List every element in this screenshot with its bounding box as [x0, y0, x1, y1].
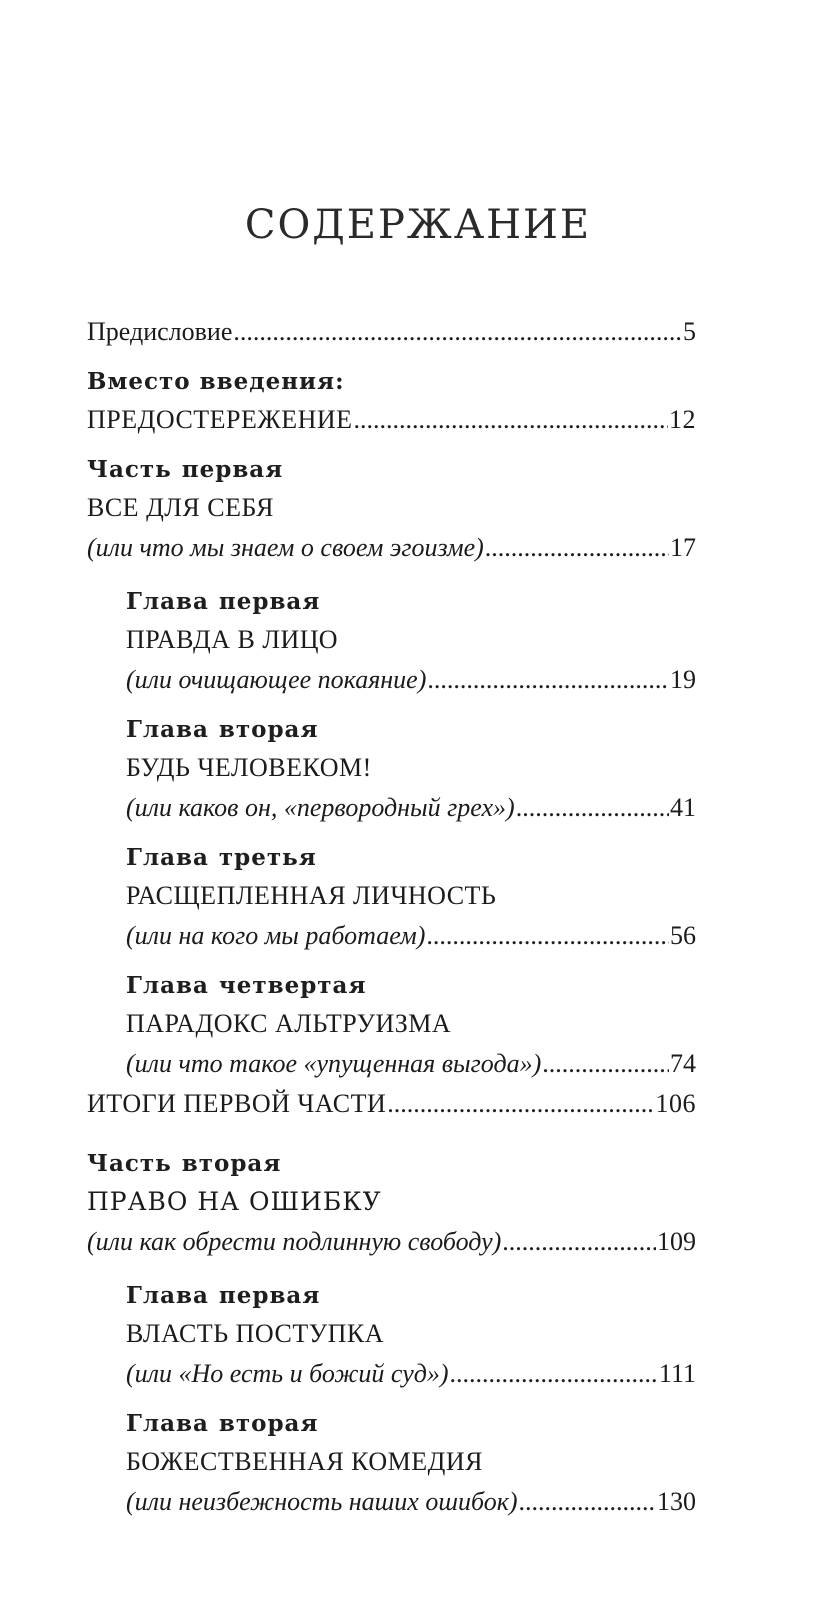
chapter-heading-ordinal: вторая — [218, 716, 319, 743]
toc-entry-summary[interactable] — [87, 1084, 696, 1124]
toc-entry-part1[interactable] — [87, 528, 696, 568]
chapter-title: ВЛАСТЬ ПОСТУПКА — [126, 1319, 385, 1348]
page-number: 17 — [670, 533, 696, 562]
chapter-heading-ordinal: третья — [218, 844, 317, 871]
toc-entry-label: ИТОГИ ПЕРВОЙ ЧАСТИ — [87, 1089, 387, 1118]
part-title: ВСЕ ДЛЯ СЕБЯ — [87, 493, 274, 522]
chapter-heading — [126, 584, 696, 620]
chapter-block — [87, 1406, 696, 1522]
toc-entry-label: ПРЕДОСТЕРЕЖЕНИЕ — [87, 405, 353, 434]
toc-entry-chapter[interactable] — [126, 1482, 696, 1522]
part-heading-word: Часть — [87, 1150, 172, 1177]
chapter-heading — [126, 840, 696, 876]
page-number: 130 — [657, 1487, 696, 1516]
chapter-heading-word: Глава — [126, 972, 209, 999]
dot-leader — [426, 916, 669, 956]
chapter-title: ПРАВДА В ЛИЦО — [126, 625, 339, 654]
chapter-heading-ordinal: вторая — [218, 1410, 319, 1437]
toc-entry-chapter[interactable] — [126, 788, 696, 828]
chapter-heading-ordinal: первая — [218, 1282, 321, 1309]
toc-entry-subtitle: (или каков он, «первородный грех») — [126, 793, 515, 822]
part-heading-ordinal: первая — [181, 456, 284, 483]
chapter-heading — [126, 968, 696, 1004]
toc-entry-subtitle: (или неизбежность наших ошибок) — [126, 1487, 518, 1516]
part-heading-ordinal: вторая — [181, 1150, 282, 1177]
dot-leader — [519, 1482, 656, 1522]
page-number: 41 — [670, 793, 696, 822]
part-heading — [87, 1146, 696, 1182]
dot-leader — [516, 788, 669, 828]
toc-entry-chapter[interactable] — [126, 1354, 696, 1394]
chapter-heading — [126, 1406, 696, 1442]
chapter-heading-word: Глава — [126, 1282, 209, 1309]
chapter-heading-ordinal: первая — [218, 588, 321, 615]
toc-entry-preface[interactable] — [87, 312, 696, 352]
chapter-block — [87, 712, 696, 828]
chapter-block — [87, 584, 696, 700]
toc-entry-chapter[interactable] — [126, 916, 696, 956]
chapter-heading — [126, 712, 696, 748]
page-number: 56 — [670, 921, 696, 950]
part-heading-word: Часть — [87, 456, 172, 483]
toc-entry-chapter[interactable] — [126, 1044, 696, 1084]
chapter-heading-word: Глава — [126, 588, 209, 615]
page-number: 12 — [669, 405, 696, 434]
page-title: СОДЕРЖАНИЕ — [244, 202, 592, 248]
toc-entry-part2[interactable] — [87, 1222, 696, 1262]
chapter-block — [87, 1278, 696, 1394]
toc-entry-subtitle: (или очищающее покаяние) — [126, 665, 427, 694]
dot-leader — [354, 400, 668, 440]
page-number: 109 — [657, 1227, 696, 1256]
dot-leader — [450, 1354, 658, 1394]
chapter-block — [87, 840, 696, 956]
chapter-title: БУДЬ ЧЕЛОВЕКОМ! — [126, 753, 372, 782]
chapter-title: БОЖЕСТВЕННАЯ КОМЕДИЯ — [126, 1447, 484, 1476]
page-number: 74 — [670, 1049, 696, 1078]
part-title: ПРАВО НА ОШИБКУ — [87, 1187, 382, 1216]
toc-entry-subtitle: (или как обрести подлинную свободу) — [87, 1227, 502, 1256]
page-number: 5 — [683, 317, 696, 346]
page-number: 111 — [658, 1359, 696, 1388]
toc-entry-subtitle: (или что такое «упущенная выгода») — [126, 1049, 542, 1078]
chapter-heading — [126, 1278, 696, 1314]
toc-entry-subtitle: (или «Но есть и божий суд») — [126, 1359, 449, 1388]
page-number: 19 — [670, 665, 696, 694]
toc-entry-chapter[interactable] — [126, 660, 696, 700]
chapter-title: РАСЩЕПЛЕННАЯ ЛИЧНОСТЬ — [126, 881, 497, 910]
chapter-title: ПАРАДОКС АЛЬТРУИЗМА — [126, 1009, 452, 1038]
chapter-heading-word: Глава — [126, 844, 209, 871]
dot-leader — [485, 528, 669, 568]
chapter-block — [87, 968, 696, 1084]
toc-entry-subtitle: (или на кого мы работаем) — [126, 921, 426, 950]
page-number: 106 — [655, 1089, 696, 1118]
dot-leader — [233, 312, 682, 352]
dot-leader — [542, 1044, 669, 1084]
toc-intro-heading: Вместо введения: — [87, 368, 345, 395]
toc-entry-intro[interactable] — [87, 400, 696, 440]
chapter-heading-word: Глава — [126, 716, 209, 743]
dot-leader — [387, 1084, 654, 1124]
chapter-heading-word: Глава — [126, 1410, 209, 1437]
dot-leader — [427, 660, 669, 700]
toc-entry-label: Предисловие — [87, 317, 233, 346]
table-of-contents — [87, 312, 696, 1522]
chapter-heading-ordinal: четвертая — [218, 972, 367, 999]
toc-entry-subtitle: (или что мы знаем о своем эгоизме) — [87, 533, 484, 562]
part-heading — [87, 452, 696, 488]
dot-leader — [502, 1222, 656, 1262]
